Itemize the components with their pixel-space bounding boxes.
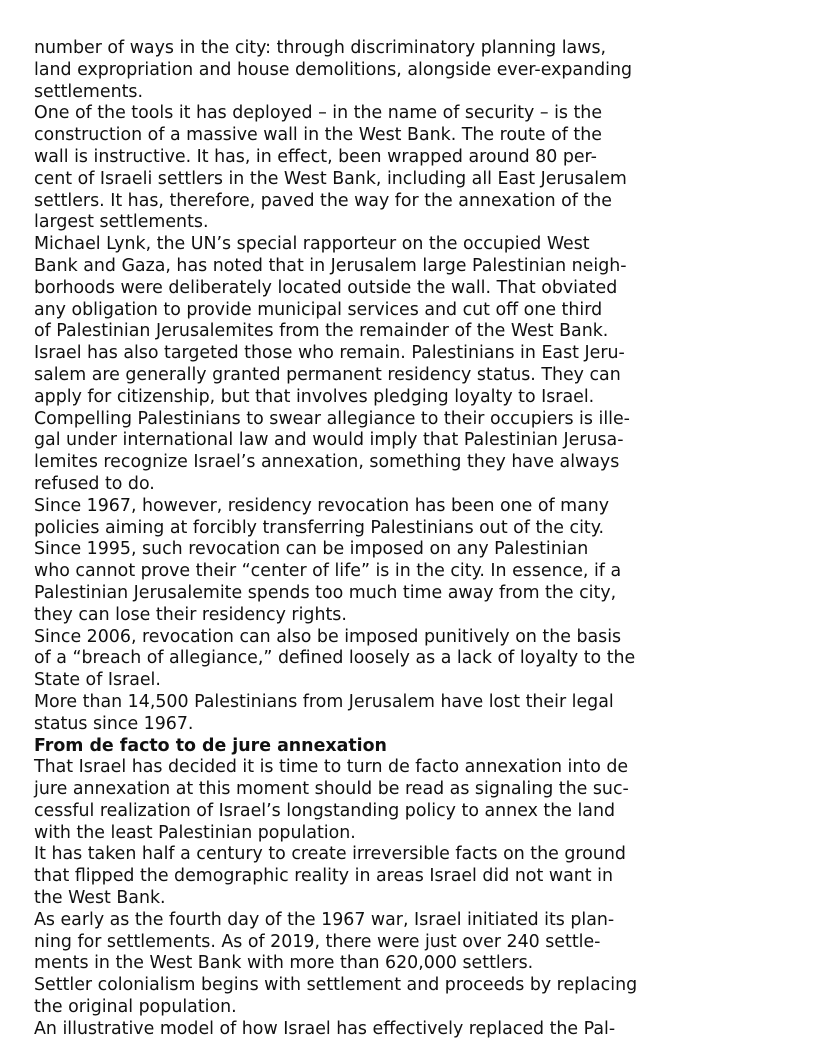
- text-line: gal under international law and would imply that Palestinian Jerusa-: [34, 430, 624, 451]
- body-text: [34, 38, 780, 1041]
- text-line: jure annexation at this moment should be read as signaling the suc-: [34, 779, 629, 800]
- text-line: the West Bank.: [34, 888, 166, 909]
- section-heading: From de facto to de jure annexation: [34, 735, 387, 756]
- text-line: One of the tools it has deployed – in the name of security – is the: [34, 103, 603, 124]
- text-line: Settler colonialism begins with settlement and proceeds by replacing: [34, 975, 638, 996]
- text-line: ning for settlements. As of 2019, there were just over 240 settle-: [34, 931, 601, 952]
- text-line: ments in the West Bank with more than 620,000 settlers.: [34, 953, 534, 974]
- text-line: cessful realization of Israel’s longstanding policy to annex the land: [34, 800, 616, 821]
- text-line: An illustrative model of how Israel has effectively replaced the Pal-: [34, 1018, 616, 1039]
- text-line: Bank and Gaza, has noted that in Jerusalem large Palestinian neigh-: [34, 255, 627, 276]
- text-line: land expropriation and house demolitions, alongside ever-expanding: [34, 59, 633, 80]
- text-line: lemites recognize Israel’s annexation, something they have always: [34, 452, 620, 473]
- text-line: of a “breach of allegiance,” defined loosely as a lack of loyalty to the: [34, 648, 636, 669]
- text-line: State of Israel.: [34, 670, 161, 691]
- text-line: Since 1967, however, residency revocation has been one of many: [34, 495, 610, 516]
- text-line: As early as the fourth day of the 1967 war, Israel initiated its plan-: [34, 909, 615, 930]
- text-line: settlers. It has, therefore, paved the way for the annexation of the: [34, 190, 613, 211]
- text-line: More than 14,500 Palestinians from Jerusalem have lost their legal: [34, 691, 614, 712]
- text-line: apply for citizenship, but that involves pledging loyalty to Israel.: [34, 386, 595, 407]
- text-line: that flipped the demographic reality in areas Israel did not want in: [34, 866, 613, 887]
- text-line: Compelling Palestinians to swear allegiance to their occupiers is ille-: [34, 408, 630, 429]
- text-line: largest settlements.: [34, 212, 209, 233]
- text-line: any obligation to provide municipal services and cut off one third: [34, 299, 603, 320]
- text-line: the original population.: [34, 997, 237, 1018]
- text-line: Michael Lynk, the UN’s special rapporteur on the occupied West: [34, 234, 590, 255]
- text-line: wall is instructive. It has, in effect, been wrapped around 80 per-: [34, 146, 597, 167]
- text-line: who cannot prove their “center of life” is in the city. In essence, if a: [34, 561, 622, 582]
- text-line: status since 1967.: [34, 713, 194, 734]
- text-line: borhoods were deliberately located outside the wall. That obviated: [34, 277, 618, 298]
- text-line: policies aiming at forcibly transferring Palestinians out of the city.: [34, 517, 605, 538]
- text-line: they can lose their residency rights.: [34, 604, 347, 625]
- text-line: number of ways in the city: through discriminatory planning laws,: [34, 38, 607, 58]
- text-line: cent of Israeli settlers in the West Bank, including all East Jerusalem: [34, 168, 627, 189]
- text-line: It has taken half a century to create irreversible facts on the ground: [34, 844, 626, 865]
- text-line: Since 2006, revocation can also be imposed punitively on the basis: [34, 626, 622, 647]
- text-line: refused to do.: [34, 473, 155, 494]
- text-line: Since 1995, such revocation can be imposed on any Palestinian: [34, 539, 589, 560]
- text-line: of Palestinian Jerusalemites from the remainder of the West Bank.: [34, 321, 609, 342]
- text-line: That Israel has decided it is time to turn de facto annexation into de: [34, 757, 629, 778]
- text-line: Israel has also targeted those who remain. Palestinians in East Jeru-: [34, 343, 625, 364]
- text-line: construction of a massive wall in the West Bank. The route of the: [34, 125, 602, 146]
- text-line: salem are generally granted permanent residency status. They can: [34, 364, 621, 385]
- text-line: settlements.: [34, 81, 143, 102]
- text-line: with the least Palestinian population.: [34, 822, 356, 843]
- text-line: Palestinian Jerusalemite spends too much time away from the city,: [34, 582, 617, 603]
